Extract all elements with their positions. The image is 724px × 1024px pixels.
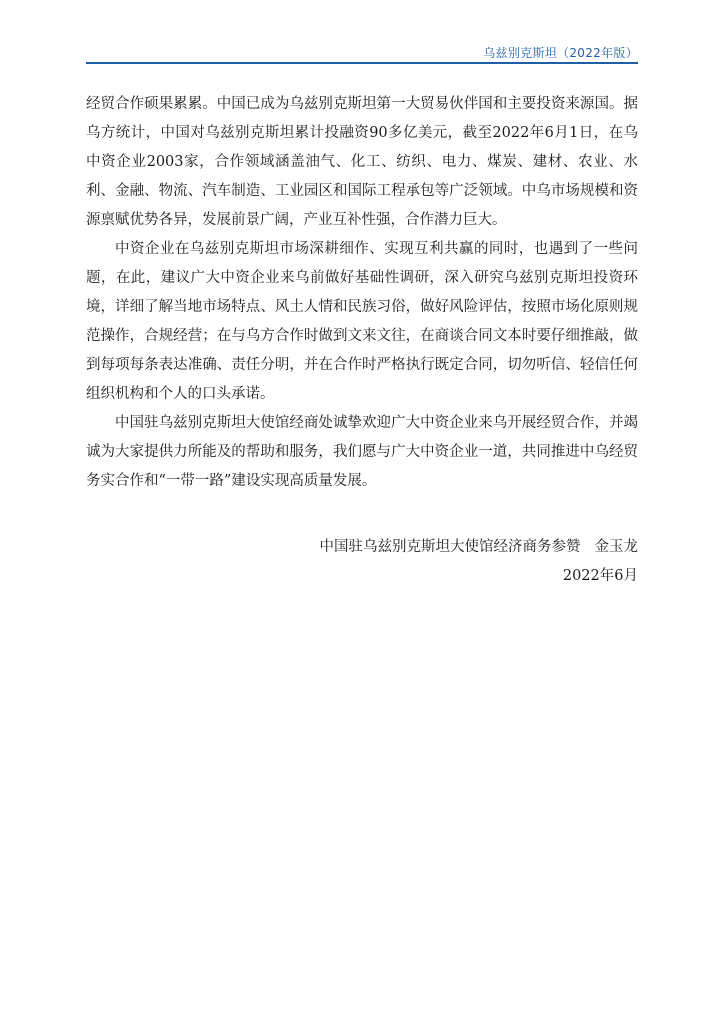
- signatory-title: 中国驻乌兹别克斯坦大使馆经济商务参赞: [319, 539, 581, 555]
- body-text: [86, 90, 638, 496]
- header-rule: [86, 62, 638, 64]
- signature-block: [320, 533, 639, 591]
- signature-date: 2022年6月: [562, 568, 638, 584]
- paragraph: 中国驻乌兹别克斯坦大使馆经商处诚挚欢迎广大中资企业来乌开展经贸合作，并竭诚为大家提供力所能及的帮助和服务，我们愿与广大中资企业一道，共同推进中乌经贸务实合作和“一带一路”建设实现高质量发展。: [86, 415, 638, 489]
- running-header: 乌兹别克斯坦（2022年版）: [483, 46, 638, 60]
- signatory-name: 金玉龙: [594, 539, 638, 555]
- paragraph: 中资企业在乌兹别克斯坦市场深耕细作、实现互利共赢的同时，也遇到了一些问题，在此，建议广大中资企业来乌前做好基础性调研，深入研究乌兹别克斯坦投资环境，详细了解当地市场特点、风土人情和民族习俗，做好风险评估，按照市场化原则规范操作，合规经营；在与乌方合作时做到文来文往，在商谈合同文本时要仔细推敲，做到每项每条表达准确、责任分明，并在合作时严格执行既定合同，切勿听信、轻信任何组织机构和个人的口头承诺。: [86, 241, 638, 402]
- paragraph: 经贸合作硕果累累。中国已成为乌兹别克斯坦第一大贸易伙伴国和主要投资来源国。据乌方统计，中国对乌兹别克斯坦累计投融资90多亿美元，截至2022年6月1日，在乌中资企业2003家，合作领域涵盖油气、化工、纺织、电力、煤炭、建材、农业、水利、金融、物流、汽车制造、工业园区和国际工程承包等广泛领域。中乌市场规模和资源禀赋优势各异，发展前景广阔，产业互补性强，合作潜力巨大。: [86, 96, 638, 228]
- signature-line: [320, 533, 639, 562]
